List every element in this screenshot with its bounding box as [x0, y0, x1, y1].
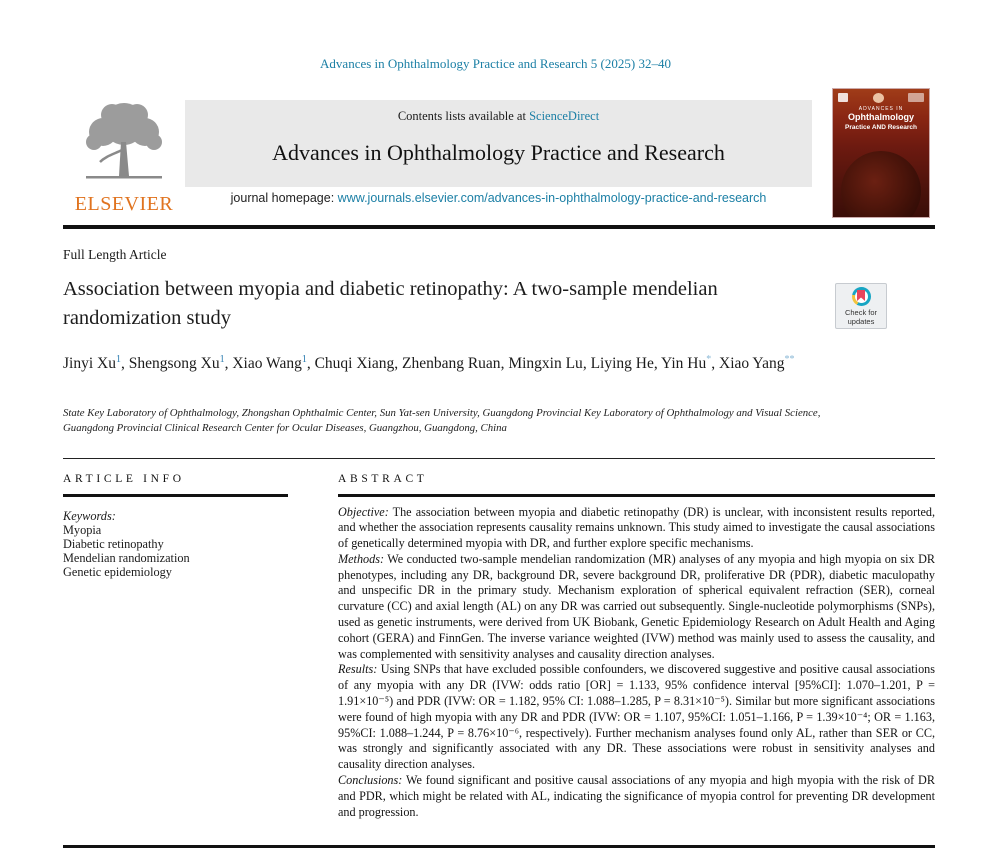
- author: [315, 355, 402, 372]
- author-superscript: 1: [115, 354, 121, 365]
- author-superscript: 1: [301, 354, 307, 365]
- author-name: Jinyi Xu: [63, 355, 116, 373]
- keyword-item: Mendelian randomization: [63, 550, 190, 565]
- author-separator: ,: [120, 355, 129, 373]
- cover-title-line1: ADVANCES IN: [858, 106, 904, 112]
- author-name: Zhenbang Ruan: [401, 355, 501, 373]
- elsevier-wordmark: ELSEVIER: [74, 193, 174, 215]
- abstract-methods: [338, 552, 935, 663]
- contents-prefix: Contents lists available at: [397, 109, 530, 123]
- abstract-objective-label: Objective:: [338, 504, 389, 519]
- sciencedirect-link[interactable]: ScienceDirect: [529, 109, 600, 123]
- author-separator: ,: [306, 355, 315, 373]
- keyword-item: Genetic epidemiology: [63, 564, 172, 579]
- cover-publisher-mark-icon: [838, 93, 848, 102]
- author: [508, 355, 590, 372]
- keyword-item: Myopia: [63, 522, 102, 537]
- author-name: Yin Hu: [661, 355, 707, 373]
- author-separator: ,: [224, 355, 233, 373]
- header-divider-rule: [63, 225, 935, 229]
- cover-title-line3: Practice AND Research: [844, 123, 918, 131]
- author-list: [63, 349, 808, 375]
- abstract-results-text: Using SNPs that have excluded possible confounders, we discovered suggestive and positive causal associations of any myopia with any DR (IVW: odds ratio [OR] = 1.133, 95% confidence interval [95%CI]: 1.070–1.201, P = 1.91×10⁻⁵) and PDR (IVW: OR = 1.182, 95% CI: 1.088–1.285, P = 8.31×10⁻⁵). Similar but more significant associations were found of high myopia with any DR and PDR (IVW: OR = 1.107, 95%CI: 1.051–1.166, P = 1.39×10⁻⁴; OR = 1.163, 95%CI: 1.088–1.244, P = 8.76×10⁻⁶, respectively). Further mechanism analyses found only AL, rather than SER or CC, was strongly and significantly associated with any DR. These associations were robust in sensitivity analyses and causality direction analyses.: [338, 662, 935, 772]
- keyword-item: Diabetic retinopathy: [63, 536, 164, 551]
- abstract-heading: ABSTRACT: [338, 473, 428, 485]
- author-name: Xiao Wang: [232, 355, 302, 373]
- abstract-results-label: Results:: [338, 662, 378, 677]
- abstract-results: [338, 662, 935, 773]
- affiliation: State Key Laboratory of Ophthalmology, Zhongshan Ophthalmic Center, Sun Yat-sen University, Guangdong Provincial Key Laboratory of Ophthalmology and Visual Science, Guangdong Provincial Clinical Research Center for Ocular Diseases, Guangzhou, Guangdong, China: [63, 407, 821, 434]
- cover-logos: [833, 89, 929, 103]
- journal-cover-thumbnail: [832, 88, 930, 218]
- author-name: Mingxin Lu: [508, 355, 583, 373]
- cover-title: [833, 106, 929, 132]
- homepage-prefix: journal homepage:: [230, 191, 338, 205]
- crossmark-icon: [852, 287, 871, 306]
- article-info-heading-rule: [63, 494, 288, 497]
- journal-title: Advances in Ophthalmology Practice and Research: [272, 140, 725, 165]
- page-bottom-rule: [63, 845, 935, 848]
- cover-issue-info-mark-icon: [908, 93, 924, 102]
- author-superscript: **: [784, 354, 795, 365]
- elsevier-logo: [63, 98, 185, 214]
- author: [232, 355, 314, 372]
- abstract-objective-text: The association between myopia and diabetic retinopathy (DR) is unclear, with inconsistent results reported, and whether the association represents causality remains unknown. This study aimed to investigate the causal associations of genetically determined myopia with DR, and further explore specific mechanisms.: [338, 504, 935, 551]
- author-name: Xiao Yang: [719, 355, 785, 373]
- author: [661, 355, 719, 372]
- homepage-line: [185, 191, 812, 205]
- author-superscript: 1: [219, 354, 225, 365]
- abstract-section: [338, 473, 935, 843]
- article-info-heading: ARTICLE INFO: [63, 473, 185, 485]
- abstract-conclusions-label: Conclusions:: [338, 773, 403, 788]
- author: [129, 355, 233, 372]
- abstract-conclusions-text: We found significant and positive causal associations of any myopia and high myopia with the risk of DR and PDR, which might be related with AL, indicating the significance of myopia control for preventing DR development and progression.: [338, 773, 935, 819]
- author-separator: ,: [653, 355, 662, 373]
- abstract-body: [338, 505, 935, 821]
- journal-citation: Advances in Ophthalmology Practice and Research 5 (2025) 32–40: [320, 56, 671, 71]
- author-name: Shengsong Xu: [128, 355, 220, 373]
- abstract-conclusions: [338, 773, 935, 820]
- cover-society-emblem-icon: [873, 93, 884, 103]
- author: [719, 355, 794, 372]
- author-name: Chuqi Xiang: [314, 355, 395, 373]
- contents-line: [185, 109, 812, 124]
- article-title: Association between myopia and diabetic retinopathy: A two-sample mendelian randomization study: [63, 278, 718, 329]
- article-type-label: Full Length Article: [63, 247, 167, 262]
- author-separator: ,: [582, 355, 591, 373]
- abstract-objective: [338, 505, 935, 552]
- cover-title-line2: Ophthalmology: [848, 112, 914, 123]
- author-separator: ,: [711, 355, 719, 373]
- section-divider-rule: [63, 458, 935, 459]
- keywords-label: Keywords:: [63, 508, 116, 523]
- author: [591, 355, 661, 372]
- check-updates-line2: updates: [847, 317, 875, 326]
- author: [63, 355, 129, 372]
- check-updates-line1: Check for: [844, 308, 878, 317]
- author: [402, 355, 508, 372]
- check-updates-label: [836, 308, 886, 326]
- cover-fundus-image: [841, 151, 921, 218]
- abstract-methods-text: We conducted two-sample mendelian randomization (MR) analyses of any myopia and high myopia on six DR phenotypes, including any DR, background DR, severe background DR, proliferative DR (PDR), diabetic maculopathy and unspecific DR in the primary study. Mechanism exploration of spherical equivalent refraction (SER), corneal curvature (CC) and axial length (AL) on any DR was carried out subsequently. Single-nucleotide polymorphisms (SNPs), used as genetic instruments, were derived from UK Biobank, Genetic Epidemiology Research on Adult Health and Aging cohort (GERA) and FinnGen. The inverse variance weighted (IVW) method was mainly used to assess the causality, and was complemented with sensitivity analyses and causality direction analyses.: [338, 551, 935, 661]
- abstract-heading-rule: [338, 494, 935, 497]
- elsevier-tree-icon: [76, 173, 172, 190]
- author-name: Liying He: [590, 355, 654, 373]
- abstract-methods-label: Methods:: [338, 551, 385, 566]
- author-separator: ,: [500, 355, 509, 373]
- author-superscript: *: [706, 354, 712, 365]
- author-separator: ,: [394, 355, 402, 373]
- homepage-link[interactable]: www.journals.elsevier.com/advances-in-ophthalmology-practice-and-research: [337, 191, 767, 205]
- journal-banner: [185, 100, 812, 187]
- article-info-section: [63, 473, 288, 579]
- check-updates-badge[interactable]: [835, 283, 887, 329]
